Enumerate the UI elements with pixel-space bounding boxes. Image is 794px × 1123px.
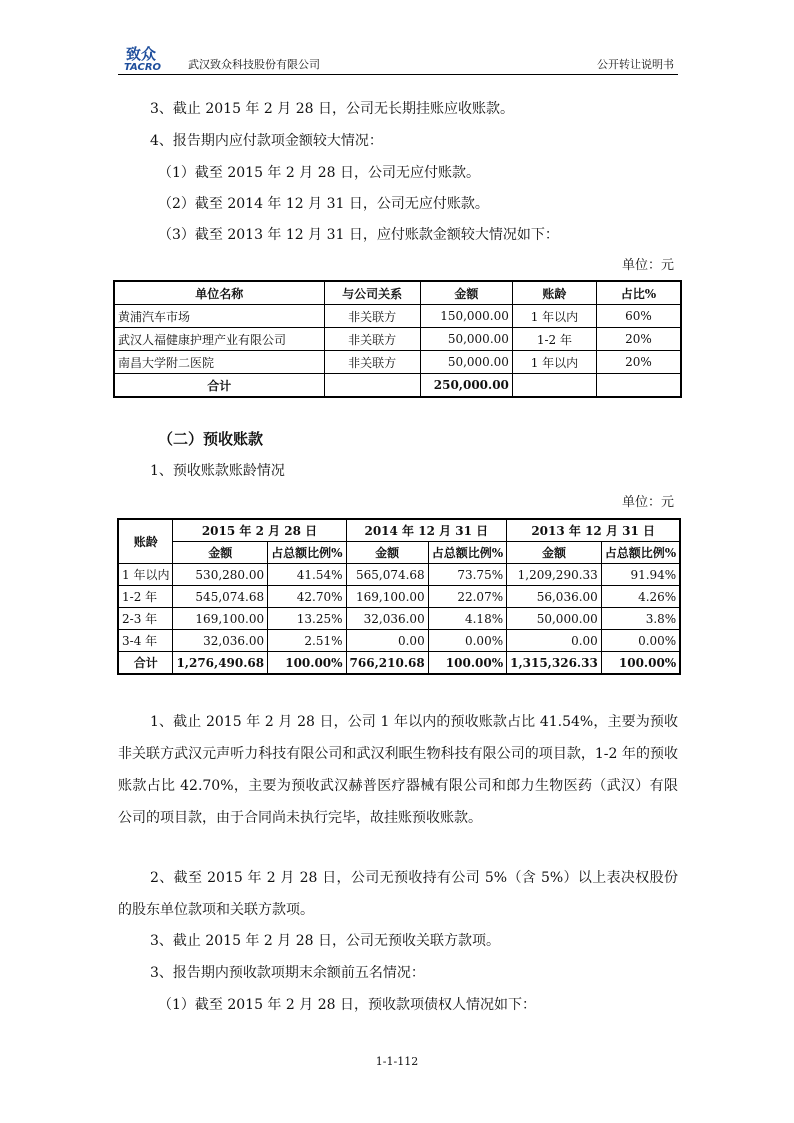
- table-cell: 150,000.00: [420, 305, 512, 328]
- header-cell: 单位名称: [114, 281, 324, 305]
- table-cell: 565,074.68: [346, 564, 428, 586]
- table-cell: 3-4 年: [118, 630, 173, 652]
- table-cell: 60%: [596, 305, 681, 328]
- table-cell: [596, 374, 681, 398]
- table-cell: 1,276,490.68: [173, 652, 268, 675]
- table-row: [114, 328, 681, 351]
- table-cell: 32,036.00: [346, 608, 428, 630]
- company-name: 武汉致众科技股份有限公司: [188, 58, 320, 71]
- table-total-row: [118, 652, 680, 675]
- table-cell: 0.00%: [428, 630, 506, 652]
- table-row: [118, 630, 680, 652]
- subsection-heading: 1、预收账款账龄情况: [150, 463, 285, 479]
- table-cell: 2-3 年: [118, 608, 173, 630]
- table-cell: 50,000.00: [420, 328, 512, 351]
- table-cell: 32,036.00: [173, 630, 268, 652]
- header-cell: 账龄: [512, 281, 596, 305]
- paragraph-1: 1、截止 2015 年 2 月 28 日，公司 1 年以内的预收账款占比 41.54%，主要为预收非关联方武汉元声听力科技有限公司和武汉利眠生物科技有限公司的项目款，1-2 年的预收账款占比 42.70%，主要为预收武汉赫普医疗器械有限公司和郎力生物医药（武汉）有限公司的项目款，由于合同尚未执行完毕，故挂账预收账款。: [118, 714, 678, 826]
- table-cell: 1 年以内: [118, 564, 173, 586]
- header-cell: 金额: [173, 542, 268, 564]
- page-header: [118, 40, 678, 75]
- table-cell: 1 年以内: [512, 305, 596, 328]
- unit-label-2: 单位：元: [621, 495, 674, 510]
- table-cell: 1,209,290.33: [507, 564, 602, 586]
- text-line-1: 3、截止 2015 年 2 月 28 日，公司无长期挂账应收账款。: [150, 101, 514, 117]
- table-row: [114, 351, 681, 374]
- header-cell: 2014 年 12 月 31 日: [346, 519, 507, 542]
- table-cell: 合计: [114, 374, 324, 398]
- table-cell: 20%: [596, 351, 681, 374]
- table-header-row: [118, 519, 680, 542]
- header-cell: 与公司关系: [324, 281, 420, 305]
- table-cell: 169,100.00: [346, 586, 428, 608]
- table-cell: 766,210.68: [346, 652, 428, 675]
- table-cell: 合计: [118, 652, 173, 675]
- svg-text:致众: 致众: [126, 45, 157, 63]
- document-type: 公开转让说明书: [597, 58, 674, 71]
- table-row: [118, 586, 680, 608]
- table-cell: 250,000.00: [420, 374, 512, 398]
- table-cell: 100.00%: [601, 652, 680, 675]
- header-cell: 金额: [420, 281, 512, 305]
- text-line-5: （3）截至 2013 年 12 月 31 日，应付账款金额较大情况如下：: [158, 227, 559, 243]
- paragraph-3: 3、截止 2015 年 2 月 28 日，公司无预收关联方款项。: [150, 933, 500, 949]
- header-cell: 2013 年 12 月 31 日: [507, 519, 681, 542]
- header-cell: 金额: [507, 542, 602, 564]
- table-cell: 1 年以内: [512, 351, 596, 374]
- header-cell: 占总额比例%: [268, 542, 346, 564]
- paragraph-4: 3、报告期内预收款项期末余额前五名情况：: [150, 965, 425, 981]
- payables-table: [113, 280, 682, 398]
- table-cell: 4.26%: [601, 586, 680, 608]
- table-header-row: [114, 281, 681, 305]
- table-cell: 1-2 年: [118, 586, 173, 608]
- company-logo: [122, 44, 184, 72]
- table-cell: 3.8%: [601, 608, 680, 630]
- table-cell: 50,000.00: [507, 608, 602, 630]
- table-cell: 100.00%: [268, 652, 346, 675]
- paragraph-5: （1）截至 2015 年 2 月 28 日，预收款项债权人情况如下：: [158, 997, 536, 1013]
- table-cell: [324, 374, 420, 398]
- table-row: [118, 608, 680, 630]
- text-line-4: （2）截至 2014 年 12 月 31 日，公司无应付账款。: [158, 196, 489, 212]
- table-cell: 非关联方: [324, 351, 420, 374]
- table-cell: 1-2 年: [512, 328, 596, 351]
- advance-receipts-table: [117, 518, 681, 675]
- header-cell: 占总额比例%: [428, 542, 506, 564]
- unit-label-1: 单位：元: [621, 258, 674, 273]
- table-cell: 0.00%: [601, 630, 680, 652]
- paragraph-2: 2、截至 2015 年 2 月 28 日，公司无预收持有公司 5%（含 5%）以上表决权股份的股东单位款项和关联方款项。: [118, 870, 678, 918]
- table-cell: 0.00: [346, 630, 428, 652]
- table-cell: 545,074.68: [173, 586, 268, 608]
- table-cell: 41.54%: [268, 564, 346, 586]
- page-number: 1-1-112: [375, 1055, 419, 1068]
- table-cell: 黄浦汽车市场: [114, 305, 324, 328]
- table-total-row: [114, 374, 681, 398]
- text-line-3: （1）截至 2015 年 2 月 28 日，公司无应付账款。: [158, 165, 480, 181]
- text-line-2: 4、报告期内应付款项金额较大情况：: [150, 133, 383, 149]
- table-cell: 4.18%: [428, 608, 506, 630]
- header-cell: 金额: [346, 542, 428, 564]
- table-cell: 56,036.00: [507, 586, 602, 608]
- table-cell: 530,280.00: [173, 564, 268, 586]
- table-cell: 0.00: [507, 630, 602, 652]
- table-cell: 非关联方: [324, 305, 420, 328]
- table-cell: 100.00%: [428, 652, 506, 675]
- table-cell: 73.75%: [428, 564, 506, 586]
- table-cell: 50,000.00: [420, 351, 512, 374]
- table-cell: 20%: [596, 328, 681, 351]
- table-cell: 13.25%: [268, 608, 346, 630]
- table-cell: 22.07%: [428, 586, 506, 608]
- table-subheader-row: [118, 542, 680, 564]
- section-heading: （二）预收账款: [158, 430, 264, 448]
- table-cell: 169,100.00: [173, 608, 268, 630]
- table-cell: 42.70%: [268, 586, 346, 608]
- table-cell: [512, 374, 596, 398]
- table-row: [114, 305, 681, 328]
- table-cell: 2.51%: [268, 630, 346, 652]
- table-cell: 非关联方: [324, 328, 420, 351]
- svg-text:TACRO: TACRO: [124, 62, 162, 72]
- header-cell: 占比%: [596, 281, 681, 305]
- table-cell: 91.94%: [601, 564, 680, 586]
- table-row: [118, 564, 680, 586]
- table-cell: 1,315,326.33: [507, 652, 602, 675]
- table-cell: 南昌大学附二医院: [114, 351, 324, 374]
- header-cell: 2015 年 2 月 28 日: [173, 519, 346, 542]
- table-cell: 武汉人福健康护理产业有限公司: [114, 328, 324, 351]
- header-cell: 账龄: [118, 519, 173, 564]
- header-cell: 占总额比例%: [601, 542, 680, 564]
